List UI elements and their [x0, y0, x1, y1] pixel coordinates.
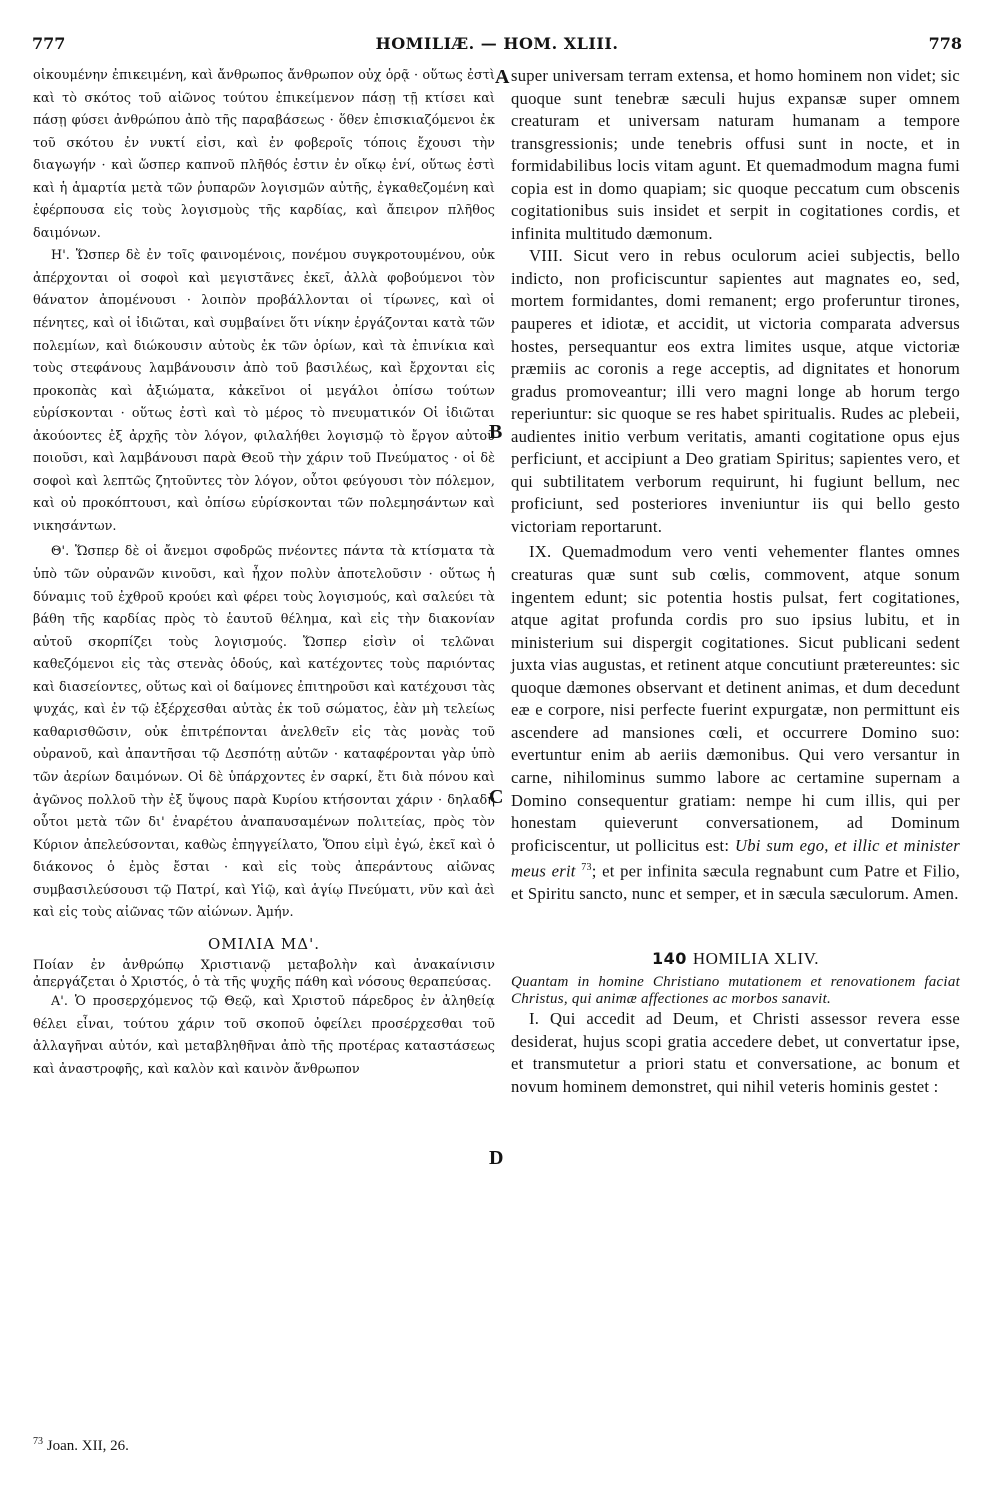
greek-paragraph: οἰκουμένην ἐπικειμένη, καὶ ἄνθρωπος ἄνθρωπον οὐχ ὁρᾷ · οὕτως ἐστὶ καὶ τὸ σκότος τοῦ αἰῶνος τούτου ἐπικείμενον πάσῃ τῇ κτίσει καὶ πάσῃ φύσει ἀνθρώπου ἀπὸ τῆς παραβάσεως · ὅθεν ἐπισκιαζόμενοι ἐκ τοῦ σκότου ἐν νυκτί εἰσι, καὶ ἐν φοβεροῖς τόποις ἔχουσι τὴν διαγωγήν · καὶ ὥσπερ καπνοῦ πλῆθός ἐστιν ἐν οἴκῳ ἑνί, οὕτως ἐστὶ καὶ ἡ ἁμαρτία μετὰ τῶν ῥυπαρῶν λογισμῶν αὐτῆς, ἐγκαθεζομένη καὶ ἐφέρπουσα εἰς τοὺς λογισμοὺς τῆς καρδίας, καὶ ἄπειρον πλῆθος δαιμόνων.: [33, 68, 495, 241]
footnote-reference: 73: [581, 862, 592, 874]
latin-homily-title: [511, 948, 960, 971]
greek-homily-subtitle: Ποίαν ἐν ἀνθρώπῳ Χριστιανῷ μεταβολὴν καὶ ἀνακαίνισιν ἀπεργάζεται ὁ Χριστός, ὁ τὰ τῆς ψυχῆς πάθη καὶ νόσους θεραπεύσας.: [33, 958, 495, 991]
homily-title-text: HOMILIA XLIV.: [692, 948, 820, 968]
page-number-right: 778: [928, 34, 962, 53]
footnote-text: Joan. XII, 26.: [46, 1438, 129, 1454]
margin-letter-a: A: [495, 66, 510, 88]
running-title: HOMILIÆ. — HOM. XLIII.: [375, 34, 619, 53]
homily-number: 140: [651, 948, 687, 968]
spacer: [511, 906, 960, 940]
page-number-left: 777: [32, 34, 66, 53]
latin-homily-subtitle: Quantam in homine Christiano mutationem et renovationem faciat Christus, qui animæ affectiones ac morbos sanavit.: [511, 974, 960, 1008]
greek-paragraph-section-8: Η'. Ὥσπερ δὲ ἐν τοῖς φαινομένοις, πονέμου συγκροτουμένου, οὐκ ἀπέρχονται οἱ σοφοὶ καὶ μεγιστᾶνες ἐκεῖ, ἀλλὰ φοβούμενοι τὸν θάνατον ἀπομένουσι · λοιπὸν προβάλλονται οἱ τίρωνες, καὶ οἱ πένητες, καὶ οἱ ἰδιῶται, καὶ συμβαίνει ὅτι νίκην ἐργάζονται κατὰ τῶν πολεμίων, καὶ διώκουσιν αὐτοὺς ἐκ τῶν ὁρίων, καὶ τὰ ἐπινίκια καὶ τοὺς στεφάνους λαμβάνουσιν ἀπὸ τοῦ βασιλέως, καὶ ἔρχονται εἰς προκοπὰς καὶ ἀξιώματα, κἀκεῖνοι οἱ μεγάλοι ὀπίσω τούτων εὑρίσκονται · οὕτως ἐστὶ καὶ τὸ μέρος τὸ πνευματικόν Οἱ ἰδιῶται ἀκούοντες ἐξ ἀρχῆς τὸν λόγον, φιλαλήθει λογισμῷ τὸ ἔργον αὐτοῦ ποιοῦσι, καὶ λαμβάνουσι παρὰ Θεοῦ τὴν χάριν τοῦ Πνεύματος · οἱ δὲ σοφοὶ καὶ λεπτῶς ζητοῦντες τὸν λόγον, οὗτοι φεύγουσι τὸν πόλεμον, καὶ οὐ προκόπτουσι, καὶ ὀπίσω εὑρίσκονται τῶν πολεμησάντων καὶ νικησάντων.: [33, 248, 495, 534]
footnote: [33, 1432, 333, 1456]
latin-paragraph-section-1: I. Qui accedit ad Deum, et Christi assessor revera esse desiderat, hujus scopi gratia accedere debet, ut convertatur ipse, et transmutetur a priori statu et conversatione, ac bonum et novum hominem demonstret, qui nihil veteris hominis gestet :: [511, 1009, 960, 1096]
footnote-number: 73: [33, 1436, 43, 1447]
scripture-quote: Ubi sum ego, et illic et minister meus erit: [511, 835, 961, 881]
greek-homily-title: ΟΜΙΛΙΑ ΜΔ'.: [207, 934, 321, 953]
running-header: [32, 34, 962, 62]
margin-letter-c: C: [489, 786, 504, 808]
latin-paragraph-section-9: [511, 541, 960, 905]
latin-paragraph-text: IX. Quemadmodum vero venti vehementer flantes omnes creaturas quæ sunt sub cœlis, commovent, atque sonum ingentem edunt; sic potentia hostis pulsat, fert cogitationes, atque agitat profunda cordis pro suo ipsius lubitu, et in ministerium sui dispergit cogitationes. Sicut publicani sedent juxta vias augustas, et retinent atque concutiunt prætereuntes: sic quoque dæmones observant et detinent animas, et dum decedunt eæ e corpore, nisi perfecte fuerint expurgatæ, non permittunt eis ascendere ad mansiones cœli, et occurrere Domino suo: evertuntur enim ab aeriis dæmonibus. Qui vero versantur in carne, nihilominus summo labore ac certamine supernam a Domino consequentur gratiam: nempe hi cum illis, qui per honestam quieverunt conversationem, ad Dominum proficiscentur, ut pollicitus est:: [511, 542, 960, 855]
margin-letter-b: B: [489, 421, 503, 443]
latin-paragraph: super universam terram extensa, et homo hominem non videt; sic quoque sunt tenebræ sæculi hujus expansæ super omnem creaturam et universam naturam humanam a tempore transgressionis; unde tenebris offusi sunt in nocte, et in formidabilibus locis vitam agunt. Et quemadmodum magna fumi copia est in domo quapiam; sic quoque peccatum cum obscenis cogitationibus suis insidet et serpit in cogitationes cordis, et infinita multitudo dæmonum.: [511, 66, 960, 243]
greek-paragraph-section-9: Θ'. Ὥσπερ δὲ οἱ ἄνεμοι σφοδρῶς πνέοντες πάντα τὰ κτίσματα τὰ ὑπὸ τῶν οὐρανῶν κινοῦσι, καὶ ἦχον πολὺν ἀποτελοῦσιν · οὕτως ἡ δύναμις τοῦ ἐχθροῦ κρούει καὶ φέρει τοὺς λογισμούς, καὶ σαλεύει τὰ βάθη τῆς καρδίας πρὸς τὸ ἑαυτοῦ θέλημα, καὶ εἰς τὴν διακονίαν αὐτοῦ σκορπίζει τοὺς λογισμούς. Ὥσπερ εἰσὶν οἱ τελῶναι καθεζόμενοι εἰς τὰς στενὰς ὁδούς, καὶ κατέχοντες τοὺς παριόντας καὶ διασείοντες, οὕτως καὶ οἱ δαίμονες ἐπιτηροῦσι καὶ κατέχουσι τὰς ψυχάς, καὶ ἐν τῷ ἐξέρχεσθαι αὐτὰς ἐκ τοῦ σώματος, ἐὰν μὴ τελείως καθαρισθῶσιν, οὐκ ἐπιτρέπονται ἀνελθεῖν εἰς τὰς μονὰς τοῦ οὐρανοῦ, καὶ ἀπαντῆσαι τῷ Δεσπότῃ αὐτῶν · καταφέρονται γὰρ ὑπὸ τῶν ἀερίων δαιμόνων. Οἱ δὲ ὑπάρχοντες ἐν σαρκί, ἔτι διὰ πόνου καὶ ἀγῶνος πολλοῦ τὴν ἐξ ὕψους παρὰ Κυρίου κτήσονται χάριν · δηλαδὴ οὗτοι μετὰ τῶν δι' ἐναρέτου ἀναπαυσαμένων πολιτείας, πρὸς τὸν Κύριον ἀπελεύσονται, καθὼς ἐπηγγείλατο, Ὅπου εἰμὶ ἐγώ, ἐκεῖ καὶ ὁ διάκονος ὁ ἐμὸς ἔσται · καὶ εἰς τοὺς ἀπεράντους αἰῶνας συμβασιλεύσουσι τῷ Πατρί, καὶ Υἱῷ, καὶ ἁγίῳ Πνεύματι, νῦν καὶ ἀεὶ καὶ εἰς τοὺς αἰῶνας τῶν αἰώνων. Ἀμήν.: [33, 544, 495, 921]
greek-column: [33, 65, 495, 1082]
latin-paragraph-section-8: VIII. Sicut vero in rebus oculorum aciei subjectis, bello indicto, non proficiscuntur sapientes aut magnates eo, sed, mortem formidantes, domi remanent; ergo proferuntur tirones, pauperes et idiotæ, et accidit, ut victoria comparata adversus hostes, persequantur eos extra limites usque, atque victoriæ præmiis ac coronis a rege acceptis, ad dignitates et honorum gradus promoveantur; illi vero magni longe ab horum tergo reperiuntur: sic quoque se res habet spiritualis. Rudes ac plebeii, audientes initio verbum veritatis, amanti cogitatione opus ejus perficiunt, et accipiunt a Deo gratiam Spiritus; sapientes vero, et qui subtilitatem verborum requirunt, hi fugiunt bellum, nec proficiunt, sed posteriores inveniuntur iis qui bello gesto victoriam reportarunt.: [511, 246, 960, 536]
margin-letter-d: D: [489, 1147, 504, 1169]
latin-column: [511, 65, 960, 1099]
latin-paragraph-text: ; et per infinita sæcula regnabunt cum Patre et Filio, et Spiritu sancto, nunc et semper, et in sæcula sæculorum. Amen.: [511, 861, 960, 904]
greek-paragraph-section-1: Α'. Ὁ προσερχόμενος τῷ Θεῷ, καὶ Χριστοῦ πάρεδρος ἐν ἀληθείᾳ θέλει εἶναι, τούτου χάριν τοῦ σκοποῦ ὀφείλει προσέρχεσθαι τοῦ ἀλλαγῆναι αὐτόν, καὶ μεταβληθῆναι ἀπὸ τῆς προτέρας καταστάσεως καὶ ἀναστροφῆς, καὶ καλὸν καὶ καινὸν ἄνθρωπον: [33, 994, 495, 1077]
